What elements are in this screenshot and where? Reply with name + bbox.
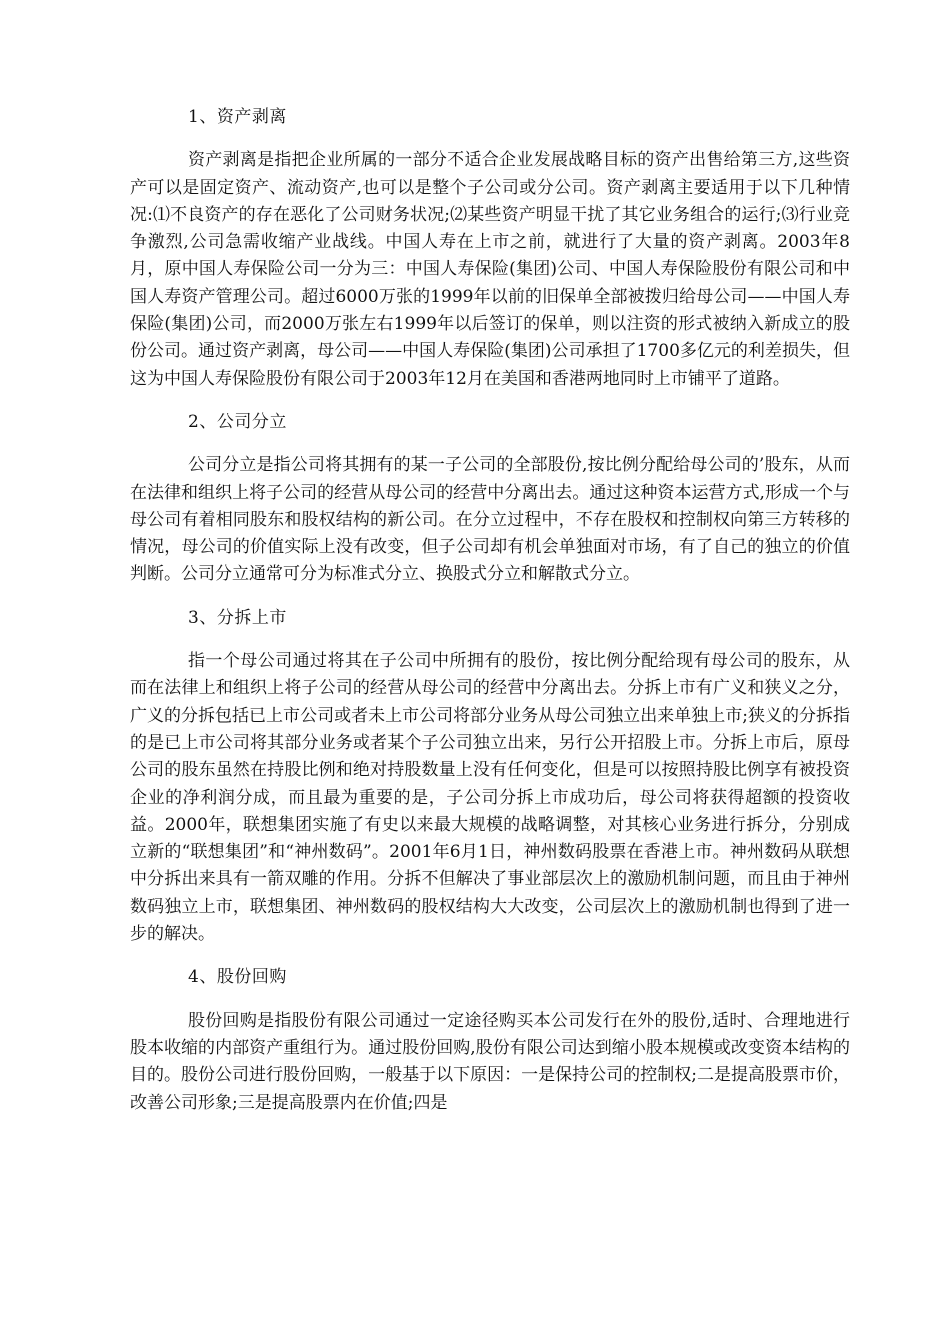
document-body <box>130 104 850 1117</box>
spacer <box>130 131 850 147</box>
section-paragraph-asset-divestiture: 资产剥离是指把企业所属的一部分不适合企业发展战略目标的资产出售给第三方,这些资产可以是固定资产、流动资产,也可以是整个子公司或分公司。资产剥离主要适用于以下几种情况:⑴不良资产的存在恶化了公司财务状况;⑵某些资产明显干扰了其它业务组合的运行;⑶行业竞争激烈,公司急需收缩产业战线。中国人寿在上市之前，就进行了大量的资产剥离。2003年8月，原中国人寿保险公司一分为三：中国人寿保险(集团)公司、中国人寿保险股份有限公司和中国人寿资产管理公司。超过6000万张的1999年以前的旧保单全部被拨归给母公司——中国人寿保险(集团)公司，而2000万张左右1999年以后签订的保单，则以注资的形式被纳入新成立的股份公司。通过资产剥离，母公司——中国人寿保险(集团)公司承担了1700多亿元的利差损失，但这为中国人寿保险股份有限公司于2003年12月在美国和香港两地同时上市铺平了道路。 <box>130 150 850 389</box>
section-heading-asset-divestiture: 1、资产剥离 <box>188 107 287 127</box>
section-heading-spin-off-listing: 3、分拆上市 <box>188 607 287 628</box>
section-paragraph-company-split: 公司分立是指公司将其拥有的某一子公司的全部股份,按比例分配给母公司的’股东，从而在法律和组织上将子公司的经营从母公司的经营中分离出去。通过这种资本运营方式,形成一个与母公司有着相同股东和股权结构的新公司。在分立过程中，不存在股权和控制权向第三方转移的情况，母公司的价值实际上没有改变，但子公司却有机会单独面对市场，有了自己的独立的价值判断。公司分立通常可分为标准式分立、换股式分立和解散式分立。 <box>130 455 850 585</box>
spacer <box>130 632 850 648</box>
spacer <box>130 948 850 964</box>
spacer <box>130 589 850 605</box>
section-paragraph-share-repurchase: 股份回购是指股份有限公司通过一定途径购买本公司发行在外的股份,适时、合理地进行股本收缩的内部资产重组行为。通过股份回购,股份有限公司达到缩小股本规模或改变资本结构的目的。股份公司进行股份回购，一般基于以下原因：一是保持公司的控制权;二是提高股票市价，改善公司形象;三是提高股票内在价值;四是 <box>130 1010 850 1113</box>
section-paragraph-spin-off-listing: 指一个母公司通过将其在子公司中所拥有的股份，按比例分配给现有母公司的股东，从而在法律上和组织上将子公司的经营从母公司的经营中分离出去。分拆上市有广义和狭义之分，广义的分拆包括已上市公司或者未上市公司将部分业务从母公司独立出来单独上市;狭义的分拆指的是已上市公司将其部分业务或者某个子公司独立出来，另行公开招股上市。分拆上市后，原母公司的股东虽然在持股比例和绝对持股数量上没有任何变化，但是可以按照持股比例享有被投资企业的净利润分成，而且最为重要的是，子公司分拆上市成功后，母公司将获得超额的投资收益。2000年，联想集团实施了有史以来最大规模的战略调整，对其核心业务进行拆分，分别成立新的“联想集团”和“神州数码”。2001年6月1日，神州数码股票在香港上市。神州数码从联想中分拆出来具有一箭双雕的作用。分拆不但解决了事业部层次上的激励机制问题，而且由于神州数码独立上市，联想集团、神州数码的股权结构大大改变，公司层次上的激励机制也得到了进一步的解决。 <box>130 651 850 945</box>
spacer <box>130 992 850 1008</box>
section-heading-company-split: 2、公司分立 <box>188 411 287 432</box>
section-heading-share-repurchase: 4、股份回购 <box>188 967 287 988</box>
spacer <box>130 436 850 452</box>
spacer <box>130 393 850 409</box>
